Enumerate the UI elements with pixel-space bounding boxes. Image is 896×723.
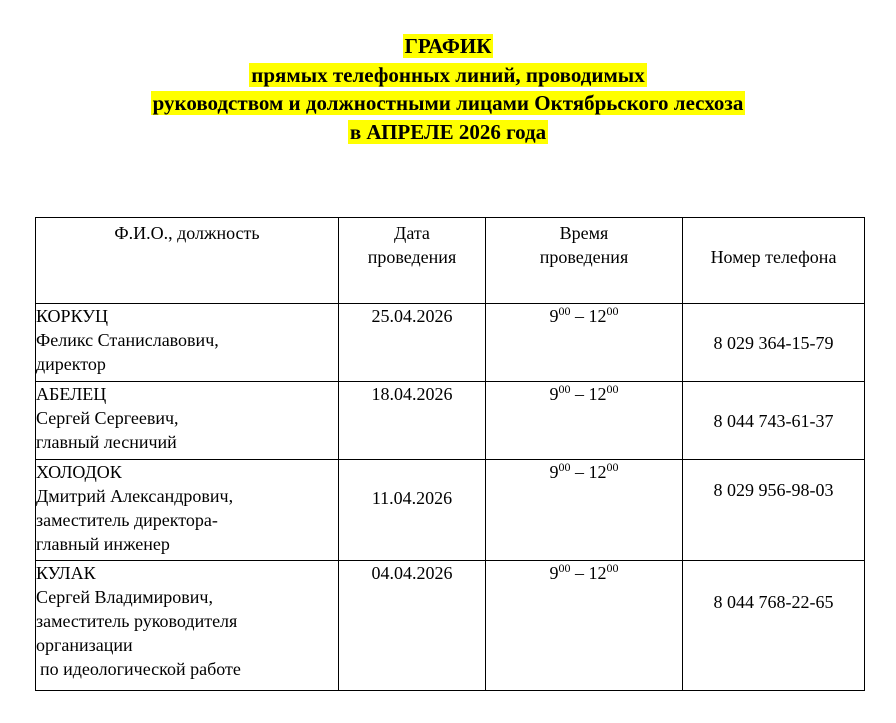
phone-cell: 8 044 743-61-37: [683, 382, 865, 460]
phone-cell: 8 044 768-22-65: [683, 561, 865, 691]
table-row: [36, 460, 865, 561]
time-cell: $9^{00} - 12^{00}$: [486, 382, 683, 460]
date-cell: 11.04.2026: [339, 460, 486, 561]
title-line-2: прямых телефонных линий, проводимых: [251, 62, 645, 87]
header-date-line2: проведения: [367, 247, 457, 267]
person-position: заместитель руководителя: [36, 611, 238, 631]
person-surname: ХОЛОДОК: [36, 462, 122, 482]
person-surname: КОРКУЦ: [36, 306, 108, 326]
header-time: [486, 218, 683, 304]
phone-cell: 8 029 364-15-79: [683, 304, 865, 382]
person-position: главный лесничий: [36, 432, 177, 452]
person-position: директор: [36, 354, 106, 374]
person-given-name: Сергей Владимирович,: [36, 587, 213, 607]
date-cell: 18.04.2026: [339, 382, 486, 460]
person-cell: [36, 304, 339, 382]
header-phone: Номер телефона: [683, 218, 865, 304]
title-line-1: ГРАФИК: [404, 34, 492, 58]
header-date: [339, 218, 486, 304]
table-row: [36, 561, 865, 691]
person-given-name: Феликс Станиславович,: [36, 330, 219, 350]
person-position-cont: организации: [36, 635, 133, 655]
person-position-cont: по идеологической работе: [40, 659, 241, 679]
date-cell: 25.04.2026: [339, 304, 486, 382]
header-name: Ф.И.О., должность: [36, 218, 339, 304]
header-time-line1: Время: [559, 223, 609, 243]
person-cell: [36, 561, 339, 691]
person-surname: КУЛАК: [36, 563, 96, 583]
header-time-line2: проведения: [539, 247, 629, 267]
header-date-line1: Дата: [394, 223, 430, 243]
time-cell: $9^{00} - 12^{00}$: [486, 561, 683, 691]
person-surname: АБЕЛЕЦ: [36, 384, 107, 404]
phone-cell: 8 029 956-98-03: [683, 460, 865, 561]
person-cell: [36, 382, 339, 460]
document-title: [0, 32, 896, 146]
title-line-3: руководством и должностными лицами Октябрьского лесхоза: [152, 91, 744, 115]
time-cell: $9^{00} - 12^{00}$: [486, 304, 683, 382]
table-row: [36, 304, 865, 382]
date-cell: 04.04.2026: [339, 561, 486, 691]
schedule-table: [35, 217, 865, 691]
person-given-name: Сергей Сергеевич,: [36, 408, 179, 428]
title-line-4: в АПРЕЛЕ 2026 года: [349, 119, 547, 144]
person-position: заместитель директора-: [36, 510, 218, 530]
person-cell: [36, 460, 339, 561]
person-given-name: Дмитрий Александрович,: [36, 486, 234, 506]
table-row: [36, 382, 865, 460]
table-header-row: [36, 218, 865, 304]
time-cell: $9^{00} - 12^{00}$: [486, 460, 683, 561]
person-position-cont: главный инженер: [36, 534, 170, 554]
